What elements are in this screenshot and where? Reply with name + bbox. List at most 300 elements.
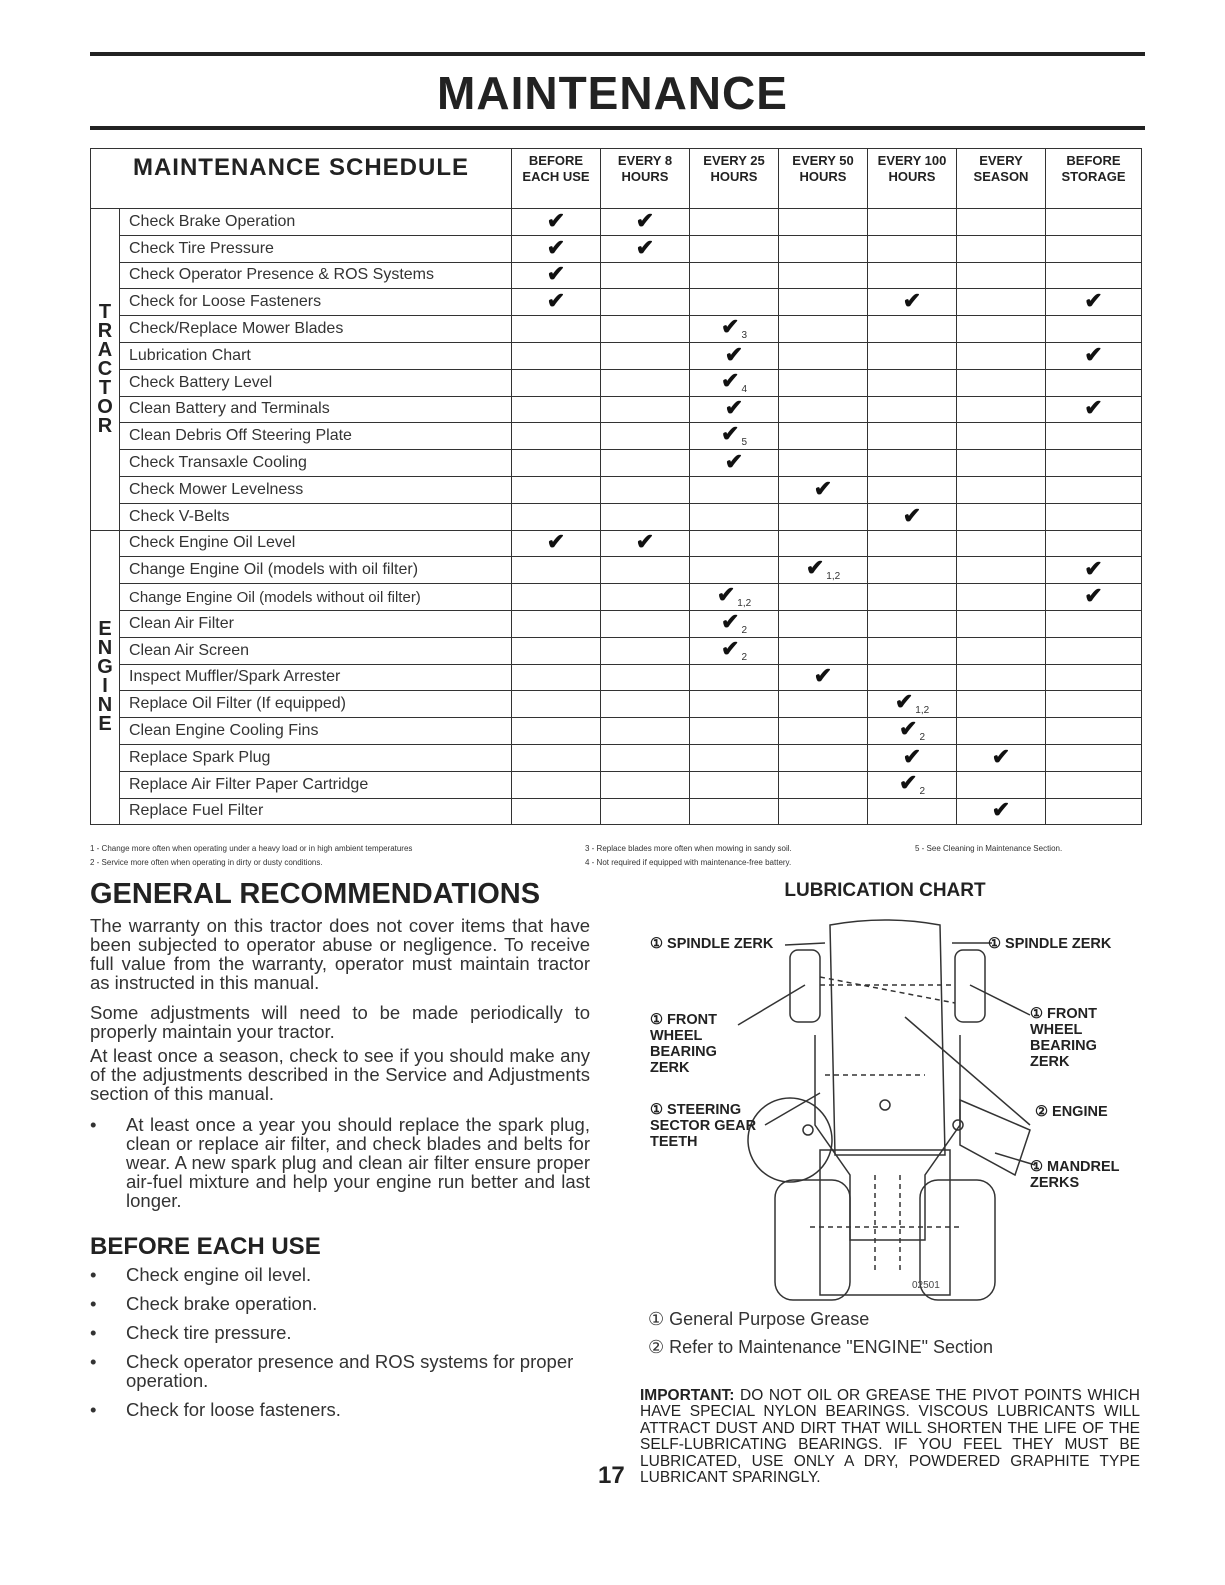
schedule-cell: [779, 503, 868, 530]
schedule-cell: [868, 798, 957, 825]
schedule-cell: [690, 289, 779, 316]
task-cell: Clean Air Screen: [120, 637, 512, 664]
check-icon: ✔: [724, 395, 744, 421]
group-label: T R A C T O R: [91, 209, 120, 531]
table-row: [91, 316, 1142, 343]
schedule-cell: [512, 289, 601, 316]
footnote-ref: 1,2: [737, 598, 752, 610]
front-left-wheel: [790, 950, 820, 1022]
task-cell: Check Operator Presence & ROS Systems: [120, 262, 512, 289]
rear-left-wheel: [775, 1180, 850, 1300]
footnote-ref: 2: [919, 732, 925, 744]
check-icon: ✔: [721, 635, 740, 661]
task-cell: Check for Loose Fasteners: [120, 289, 512, 316]
task-cell: Check Engine Oil Level: [120, 530, 512, 557]
schedule-cell: [690, 798, 779, 825]
schedule-cell: [957, 503, 1046, 530]
schedule-cell: [779, 369, 868, 396]
zerk-point: [880, 1100, 890, 1110]
schedule-cell: [1046, 289, 1142, 316]
label-engine: ② ENGINE: [1035, 1104, 1108, 1120]
footnote: 2 - Service more often when operating in dirty or dusty conditions.: [90, 858, 323, 867]
schedule-cell: [779, 664, 868, 691]
schedule-cell: [601, 664, 690, 691]
schedule-cell: [957, 423, 1046, 450]
schedule-cell: [690, 423, 779, 450]
list-item: [90, 1294, 590, 1313]
list-item-text: Check tire pressure.: [126, 1322, 292, 1343]
list-item: [90, 1352, 590, 1390]
schedule-cell: [512, 396, 601, 423]
schedule-cell: [779, 557, 868, 584]
task-cell: Replace Air Filter Paper Cartridge: [120, 771, 512, 798]
schedule-cell: [1046, 557, 1142, 584]
schedule-cell: [512, 771, 601, 798]
schedule-cell: [601, 423, 690, 450]
schedule-cell: [690, 476, 779, 503]
col-header: EVERY 25 HOURS: [690, 149, 779, 209]
schedule-cell: [868, 396, 957, 423]
schedule-cell: [779, 316, 868, 343]
schedule-cell: [601, 691, 690, 718]
schedule-cell: [1046, 637, 1142, 664]
col-header: EVERY 8 HOURS: [601, 149, 690, 209]
table-row: [91, 664, 1142, 691]
task-cell: Check V-Belts: [120, 503, 512, 530]
engine-side: [960, 1100, 1030, 1175]
label-front-wheel-right: ① FRONT WHEEL BEARING ZERK: [1030, 1006, 1097, 1070]
schedule-cell: [512, 691, 601, 718]
schedule-cell: [957, 209, 1046, 236]
schedule-cell: [957, 316, 1046, 343]
schedule-cell: [690, 637, 779, 664]
schedule-cell: [868, 476, 957, 503]
check-icon: ✔: [899, 715, 918, 741]
table-row: [91, 557, 1142, 584]
check-icon: ✔: [635, 529, 655, 555]
before-each-use-title: BEFORE EACH USE: [90, 1233, 321, 1260]
col-header: EVERY 50 HOURS: [779, 149, 868, 209]
task-cell: Clean Engine Cooling Fins: [120, 718, 512, 745]
group-label: E N G I N E: [91, 530, 120, 825]
schedule-cell: [512, 610, 601, 637]
schedule-cell: [1046, 610, 1142, 637]
general-paragraph: Some adjustments will need to be made periodically to properly maintain your tractor.: [90, 1002, 590, 1042]
schedule-cell: [601, 369, 690, 396]
schedule-cell: [601, 637, 690, 664]
task-cell: Replace Oil Filter (If equipped): [120, 691, 512, 718]
schedule-cell: [957, 396, 1046, 423]
legend-engine: ② Refer to Maintenance "ENGINE" Section: [648, 1337, 994, 1357]
schedule-cell: [512, 798, 601, 825]
general-paragraph: The warranty on this tractor does not cover items that have been subjected to operator abuse or negligence. To receive full value from the warranty, operator must maintain tractor as instructed in this manual.: [90, 915, 590, 993]
schedule-cell: [690, 503, 779, 530]
label-steering-sector: ① STEERING SECTOR GEAR TEETH: [650, 1102, 757, 1150]
schedule-cell: [868, 503, 957, 530]
schedule-cell: [868, 637, 957, 664]
schedule-cell: [868, 771, 957, 798]
task-cell: Change Engine Oil (models with oil filter): [120, 557, 512, 584]
table-row: [91, 610, 1142, 637]
check-icon: ✔: [1084, 288, 1103, 314]
check-icon: ✔: [546, 234, 566, 260]
footnote-ref: 2: [919, 785, 925, 797]
check-icon: ✔: [902, 502, 922, 528]
schedule-cell: [868, 557, 957, 584]
schedule-cell: [868, 289, 957, 316]
schedule-cell: [1046, 771, 1142, 798]
schedule-cell: [601, 771, 690, 798]
schedule-cell: [779, 744, 868, 771]
list-item: [90, 1400, 590, 1419]
schedule-cell: [957, 235, 1046, 262]
footnote-ref: 4: [741, 383, 747, 395]
schedule-cell: [690, 691, 779, 718]
check-icon: ✔: [724, 341, 744, 367]
check-icon: ✔: [721, 608, 740, 634]
schedule-cell: [690, 235, 779, 262]
check-icon: ✔: [894, 689, 914, 715]
schedule-cell: [868, 530, 957, 557]
footnote-ref: 2: [741, 624, 747, 636]
schedule-cell: [1046, 664, 1142, 691]
schedule-cell: [601, 744, 690, 771]
check-icon: ✔: [546, 529, 566, 555]
schedule-cell: [690, 610, 779, 637]
table-row: [91, 530, 1142, 557]
check-icon: ✔: [902, 743, 922, 769]
check-icon: ✔: [991, 797, 1011, 823]
schedule-cell: [601, 718, 690, 745]
schedule-cell: [957, 342, 1046, 369]
schedule-cell: [1046, 691, 1142, 718]
schedule-cell: [957, 798, 1046, 825]
schedule-cell: [779, 476, 868, 503]
schedule-cell: [779, 637, 868, 664]
general-paragraph: At least once a season, check to see if you should make any of the adjustments described in the Service and Adjustments section of this manual.: [90, 1045, 590, 1104]
schedule-cell: [868, 691, 957, 718]
task-cell: Clean Battery and Terminals: [120, 396, 512, 423]
check-icon: ✔: [635, 207, 655, 233]
col-header: EVERY SEASON: [957, 149, 1046, 209]
schedule-cell: [779, 450, 868, 477]
check-icon: ✔: [716, 581, 736, 607]
table-row: [91, 637, 1142, 664]
table-row: [91, 342, 1142, 369]
schedule-cell: [957, 610, 1046, 637]
task-cell: Lubrication Chart: [120, 342, 512, 369]
task-cell: Clean Debris Off Steering Plate: [120, 423, 512, 450]
schedule-cell: [690, 771, 779, 798]
schedule-cell: [601, 503, 690, 530]
check-icon: ✔: [1084, 395, 1103, 421]
task-cell: Replace Fuel Filter: [120, 798, 512, 825]
schedule-cell: [868, 262, 957, 289]
footnote: 4 - Not required if equipped with maintenance-free battery.: [585, 858, 792, 867]
schedule-cell: [1046, 450, 1142, 477]
table-row: [91, 744, 1142, 771]
task-cell: Inspect Muffler/Spark Arrester: [120, 664, 512, 691]
schedule-cell: [512, 718, 601, 745]
check-icon: ✔: [902, 288, 922, 314]
list-item-text: Check brake operation.: [126, 1293, 318, 1314]
schedule-cell: [512, 450, 601, 477]
table-row: [91, 450, 1142, 477]
schedule-cell: [779, 584, 868, 611]
schedule-cell: [779, 798, 868, 825]
schedule-cell: [957, 718, 1046, 745]
table-row: [91, 262, 1142, 289]
schedule-cell: [512, 664, 601, 691]
schedule-cell: [512, 316, 601, 343]
label-spindle-zerk-right: ① SPINDLE ZERK: [988, 936, 1112, 952]
list-item-text: Check operator presence and ROS systems for proper operation.: [126, 1351, 574, 1391]
col-header: BEFORE STORAGE: [1046, 149, 1142, 209]
schedule-cell: [690, 369, 779, 396]
schedule-cell: [690, 262, 779, 289]
general-recommendations-title: GENERAL RECOMMENDATIONS: [90, 878, 541, 910]
task-cell: Check Battery Level: [120, 369, 512, 396]
schedule-cell: [1046, 798, 1142, 825]
check-icon: ✔: [991, 743, 1011, 769]
footnote: 1 - Change more often when operating under a heavy load or in high ambient temperatures: [90, 844, 413, 853]
footnote-ref: 2: [741, 651, 747, 663]
schedule-cell: [601, 289, 690, 316]
important-text: DO NOT OIL OR GREASE THE PIVOT POINTS WHICH HAVE SPECIAL NYLON BEARINGS. VISCOUS LUBRICANTS WILL ATTRACT DUST AND DIRT THAT WILL SHORTEN THE LIFE OF THE SELF-LUBRICATING BEARINGS. IF YOU FEEL THEY MUST BE LUBRICATED, USE ONLY A DRY, POWDERED GRAPHITE TYPE LUBRICANT SPARINGLY.: [640, 1387, 1140, 1487]
schedule-cell: [512, 262, 601, 289]
schedule-cell: [601, 530, 690, 557]
table-row: [91, 771, 1142, 798]
list-item: [90, 1265, 590, 1284]
task-cell: Check/Replace Mower Blades: [120, 316, 512, 343]
schedule-cell: [957, 557, 1046, 584]
schedule-cell: [512, 369, 601, 396]
table-row: [91, 396, 1142, 423]
schedule-header-row: [91, 149, 1142, 209]
task-cell: Check Tire Pressure: [120, 235, 512, 262]
schedule-cell: [690, 209, 779, 236]
task-cell: Check Brake Operation: [120, 209, 512, 236]
schedule-cell: [512, 744, 601, 771]
schedule-cell: [957, 450, 1046, 477]
front-right-wheel: [955, 950, 985, 1022]
schedule-cell: [1046, 423, 1142, 450]
schedule-cell: [957, 771, 1046, 798]
schedule-cell: [779, 289, 868, 316]
footnote-ref: 1,2: [826, 571, 841, 583]
check-icon: ✔: [899, 769, 918, 795]
bullet-text: At least once a year you should replace the spark plug, clean or replace air filter, and check blades and belts for wear. A new spark plug and clean air filter ensure proper air-fuel mixture and help your engine run better and last longer.: [126, 1114, 590, 1211]
schedule-cell: [690, 744, 779, 771]
schedule-cell: [1046, 316, 1142, 343]
schedule-cell: [512, 476, 601, 503]
col-header: BEFORE EACH USE: [512, 149, 601, 209]
schedule-cell: [601, 342, 690, 369]
bullet-icon: •: [90, 1264, 97, 1285]
task-cell: Change Engine Oil (models without oil filter): [120, 584, 512, 611]
label-spindle-zerk-left: ① SPINDLE ZERK: [650, 936, 774, 952]
footnote-ref: 1,2: [915, 705, 930, 717]
schedule-cell: [512, 423, 601, 450]
list-item-text: Check for loose fasteners.: [126, 1399, 341, 1420]
schedule-cell: [957, 530, 1046, 557]
table-row: [91, 369, 1142, 396]
schedule-cell: [779, 610, 868, 637]
schedule-cell: [957, 664, 1046, 691]
maintenance-schedule-table: [90, 148, 1142, 825]
schedule-cell: [512, 209, 601, 236]
task-cell: Check Transaxle Cooling: [120, 450, 512, 477]
lubrication-chart-title: LUBRICATION CHART: [784, 880, 986, 901]
check-icon: ✔: [1084, 556, 1103, 582]
important-notice: [640, 1388, 1140, 1486]
schedule-cell: [690, 664, 779, 691]
schedule-cell: [601, 610, 690, 637]
check-icon: ✔: [813, 475, 833, 501]
schedule-heading: MAINTENANCE SCHEDULE: [91, 149, 512, 209]
table-row: [91, 423, 1142, 450]
page-title: MAINTENANCE: [437, 67, 788, 119]
schedule-cell: [868, 450, 957, 477]
col-header: EVERY 100 HOURS: [868, 149, 957, 209]
schedule-cell: [512, 530, 601, 557]
schedule-cell: [1046, 262, 1142, 289]
table-row: [91, 209, 1142, 236]
table-row: [91, 235, 1142, 262]
table-row: [91, 289, 1142, 316]
check-icon: ✔: [721, 313, 740, 339]
schedule-cell: [690, 313, 779, 343]
important-label: IMPORTANT:: [640, 1387, 735, 1404]
schedule-cell: [601, 476, 690, 503]
schedule-cell: [868, 235, 957, 262]
schedule-cell: [868, 209, 957, 236]
check-icon: ✔: [721, 367, 740, 393]
schedule-cell: [601, 557, 690, 584]
schedule-cell: [601, 262, 690, 289]
schedule-cell: [512, 637, 601, 664]
task-cell: Clean Air Filter: [120, 610, 512, 637]
schedule-cell: [957, 369, 1046, 396]
schedule-cell: [690, 342, 779, 369]
schedule-cell: [1046, 584, 1142, 611]
schedule-cell: [601, 209, 690, 236]
schedule-cell: [601, 584, 690, 611]
figure-id: 02501: [912, 1280, 940, 1291]
schedule-cell: [957, 289, 1046, 316]
schedule-cell: [690, 581, 779, 611]
schedule-cell: [1046, 530, 1142, 557]
schedule-cell: [690, 396, 779, 423]
table-row: [91, 691, 1142, 718]
check-icon: ✔: [805, 555, 825, 581]
bullet-icon: •: [90, 1322, 97, 1343]
schedule-cell: [868, 584, 957, 611]
schedule-cell: [957, 584, 1046, 611]
schedule-cell: [779, 691, 868, 718]
general-bullet: [90, 1115, 590, 1210]
footnote: 3 - Replace blades more often when mowing in sandy soil.: [585, 844, 792, 853]
schedule-cell: [868, 423, 957, 450]
check-icon: ✔: [635, 234, 655, 260]
schedule-cell: [1046, 342, 1142, 369]
schedule-cell: [1046, 744, 1142, 771]
footnote-ref: 5: [741, 437, 747, 449]
task-cell: Check Mower Levelness: [120, 476, 512, 503]
schedule-cell: [1046, 503, 1142, 530]
schedule-cell: [512, 584, 601, 611]
schedule-cell: [512, 503, 601, 530]
schedule-cell: [690, 718, 779, 745]
schedule-cell: [690, 530, 779, 557]
check-icon: ✔: [546, 261, 566, 287]
footnote-ref: 3: [741, 330, 747, 342]
label-mandrel-zerks: ① MANDREL ZERKS: [1030, 1159, 1120, 1191]
check-icon: ✔: [1084, 583, 1103, 609]
schedule-cell: [690, 450, 779, 477]
table-row: [91, 503, 1142, 530]
schedule-cell: [779, 718, 868, 745]
table-row: [91, 476, 1142, 503]
bullet-icon: •: [90, 1351, 97, 1372]
legend-grease: ① General Purpose Grease: [648, 1309, 870, 1329]
footnote: 5 - See Cleaning in Maintenance Section.: [915, 844, 1063, 853]
bullet-icon: •: [90, 1293, 97, 1314]
schedule-cell: [512, 342, 601, 369]
title-rule: [90, 126, 1145, 130]
schedule-cell: [779, 262, 868, 289]
bullet-icon: •: [90, 1399, 97, 1420]
schedule-cell: [779, 423, 868, 450]
schedule-cell: [601, 316, 690, 343]
schedule-cell: [779, 235, 868, 262]
check-icon: ✔: [1084, 341, 1103, 367]
body-outline: [815, 1035, 960, 1240]
bullet-icon: •: [90, 1114, 97, 1135]
schedule-cell: [957, 637, 1046, 664]
schedule-cell: [868, 744, 957, 771]
check-icon: ✔: [721, 421, 740, 447]
schedule-cell: [868, 342, 957, 369]
table-row: [91, 584, 1142, 611]
list-item-text: Check engine oil level.: [126, 1264, 312, 1285]
schedule-cell: [868, 369, 957, 396]
table-row: [91, 798, 1142, 825]
schedule-cell: [868, 610, 957, 637]
check-icon: ✔: [546, 288, 566, 314]
list-item: [90, 1323, 590, 1342]
table-row: [91, 718, 1142, 745]
schedule-cell: [512, 235, 601, 262]
schedule-cell: [868, 715, 957, 745]
label-front-wheel-left: ① FRONT WHEEL BEARING ZERK: [650, 1012, 717, 1076]
schedule-cell: [1046, 369, 1142, 396]
check-icon: ✔: [546, 207, 566, 233]
schedule-cell: [690, 557, 779, 584]
schedule-cell: [601, 450, 690, 477]
check-icon: ✔: [724, 449, 744, 475]
schedule-cell: [601, 798, 690, 825]
schedule-cell: [868, 316, 957, 343]
schedule-cell: [779, 209, 868, 236]
schedule-cell: [512, 557, 601, 584]
top-rule: [90, 52, 1145, 56]
schedule-cell: [779, 396, 868, 423]
schedule-cell: [1046, 209, 1142, 236]
schedule-cell: [779, 771, 868, 798]
schedule-cell: [779, 342, 868, 369]
check-icon: ✔: [813, 663, 833, 689]
